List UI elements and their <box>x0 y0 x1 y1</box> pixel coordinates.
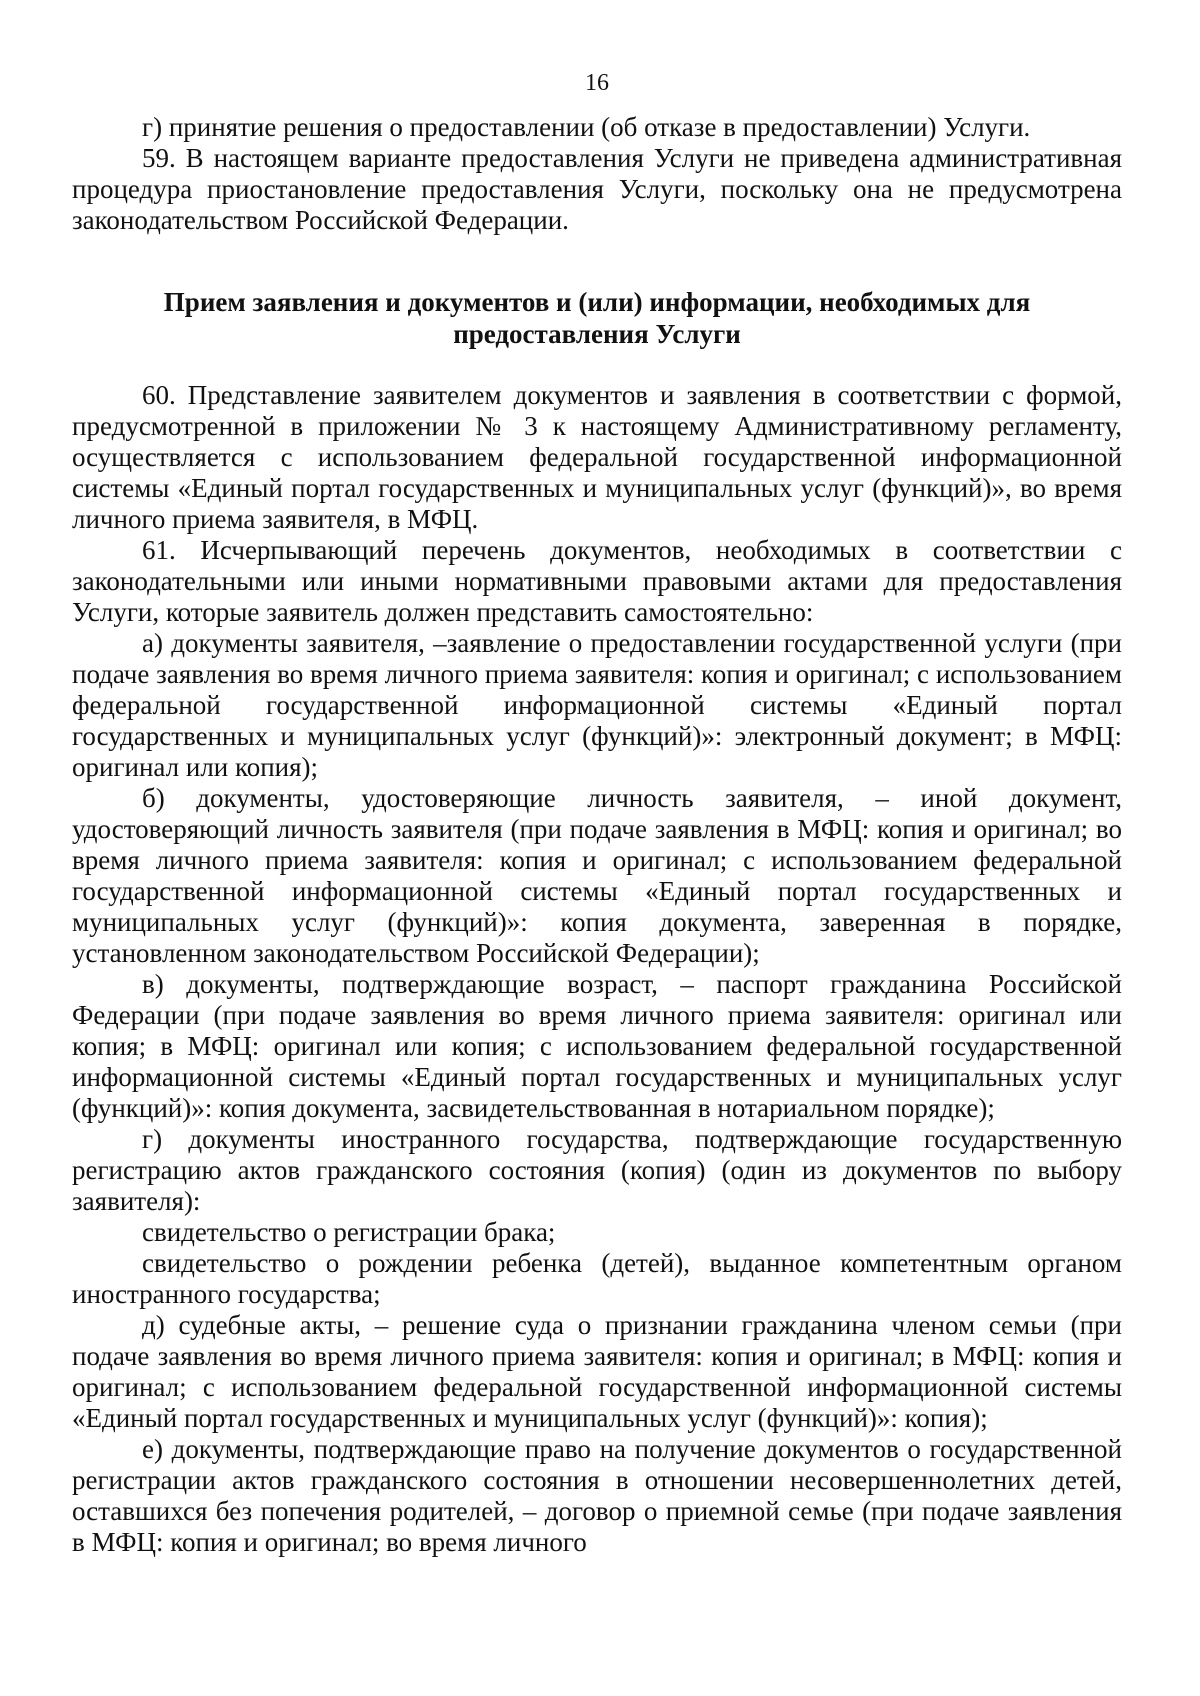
paragraph-61-v: в) документы, подтверждающие возраст, – паспорт гражданина Российской Федерации (при подаче заявления во время личного приема заявителя: оригинал или копия; в МФЦ: оригинал или копия; с использованием федеральной государственной информационной системы «Единый портал государственных и муниципальных услуг (функций)»: копия документа, засвидетельствованная в нотариальном порядке); <box>72 969 1122 1123</box>
paragraph-61-g: г) документы иностранного государства, подтверждающие государственную регистрацию актов гражданского состояния (копия) (один из документов по выбору заявителя): <box>72 1124 1122 1216</box>
paragraph-61-e: е) документы, подтверждающие право на получение документов о государственной регистрации актов гражданского состояния в отношении несовершеннолетних детей, оставшихся без попечения родителей, – договор о приемной семье (при подаче заявления в МФЦ: копия и оригинал; во время личного <box>72 1434 1122 1557</box>
paragraph-61-b: б) документы, удостоверяющие личность заявителя, – иной документ, удостоверяющий личность заявителя (при подаче заявления в МФЦ: копия и оригинал; во время личного приема заявителя: копия и оригинал; с использованием федеральной государственной информационной системы «Единый портал государственных и муниципальных услуг (функций)»: копия документа, заверенная в порядке, установленном законодательством Российской Федерации); <box>72 783 1122 968</box>
paragraph-61-a: а) документы заявителя, –заявление о предоставлении государственной услуги (при подаче заявления во время личного приема заявителя: копия и оригинал; с использованием федеральной государственной информационной системы «Единый портал государственных и муниципальных услуг (функций)»: электронный документ; в МФЦ: оригинал или копия); <box>72 628 1122 782</box>
paragraph-61: 61. Исчерпывающий перечень документов, необходимых в соответствии с законодательными или иными нормативными правовыми актами для предоставления Услуги, которые заявитель должен представить самостоятельно: <box>72 535 1122 627</box>
paragraph-59: 59. В настоящем варианте предоставления Услуги не приведена административная процедура приостановление предоставления Услуги, поскольку она не предусмотрена законодательством Российской Федерации. <box>72 143 1122 235</box>
paragraph-marriage-certificate: свидетельство о регистрации брака; <box>142 1217 556 1247</box>
page-number: 16 <box>585 70 609 96</box>
section-heading: Прием заявления и документов и (или) информации, необходимых для предоставления Услуги <box>163 287 1031 349</box>
paragraph-birth-certificate: свидетельство о рождении ребенка (детей), выданное компетентным органом иностранного государства; <box>72 1248 1122 1309</box>
paragraph-61-d: д) судебные акты, – решение суда о признании гражданина членом семьи (при подаче заявления во время личного приема заявителя: копия и оригинал; в МФЦ: копия и оригинал; с использованием федеральной государственной информационной системы «Единый портал государственных и муниципальных услуг (функций)»: копия); <box>72 1310 1122 1433</box>
paragraph-60: 60. Представление заявителем документов и заявления в соответствии с формой, предусмотренной в приложении № 3 к настоящему Административному регламенту, осуществляется с использованием федеральной государственной информационной системы «Единый портал государственных и муниципальных услуг (функций)», во время личного приема заявителя, в МФЦ. <box>72 380 1122 534</box>
paragraph-item-g-decision: г) принятие решения о предоставлении (об отказе в предоставлении) Услуги. <box>142 112 1031 142</box>
